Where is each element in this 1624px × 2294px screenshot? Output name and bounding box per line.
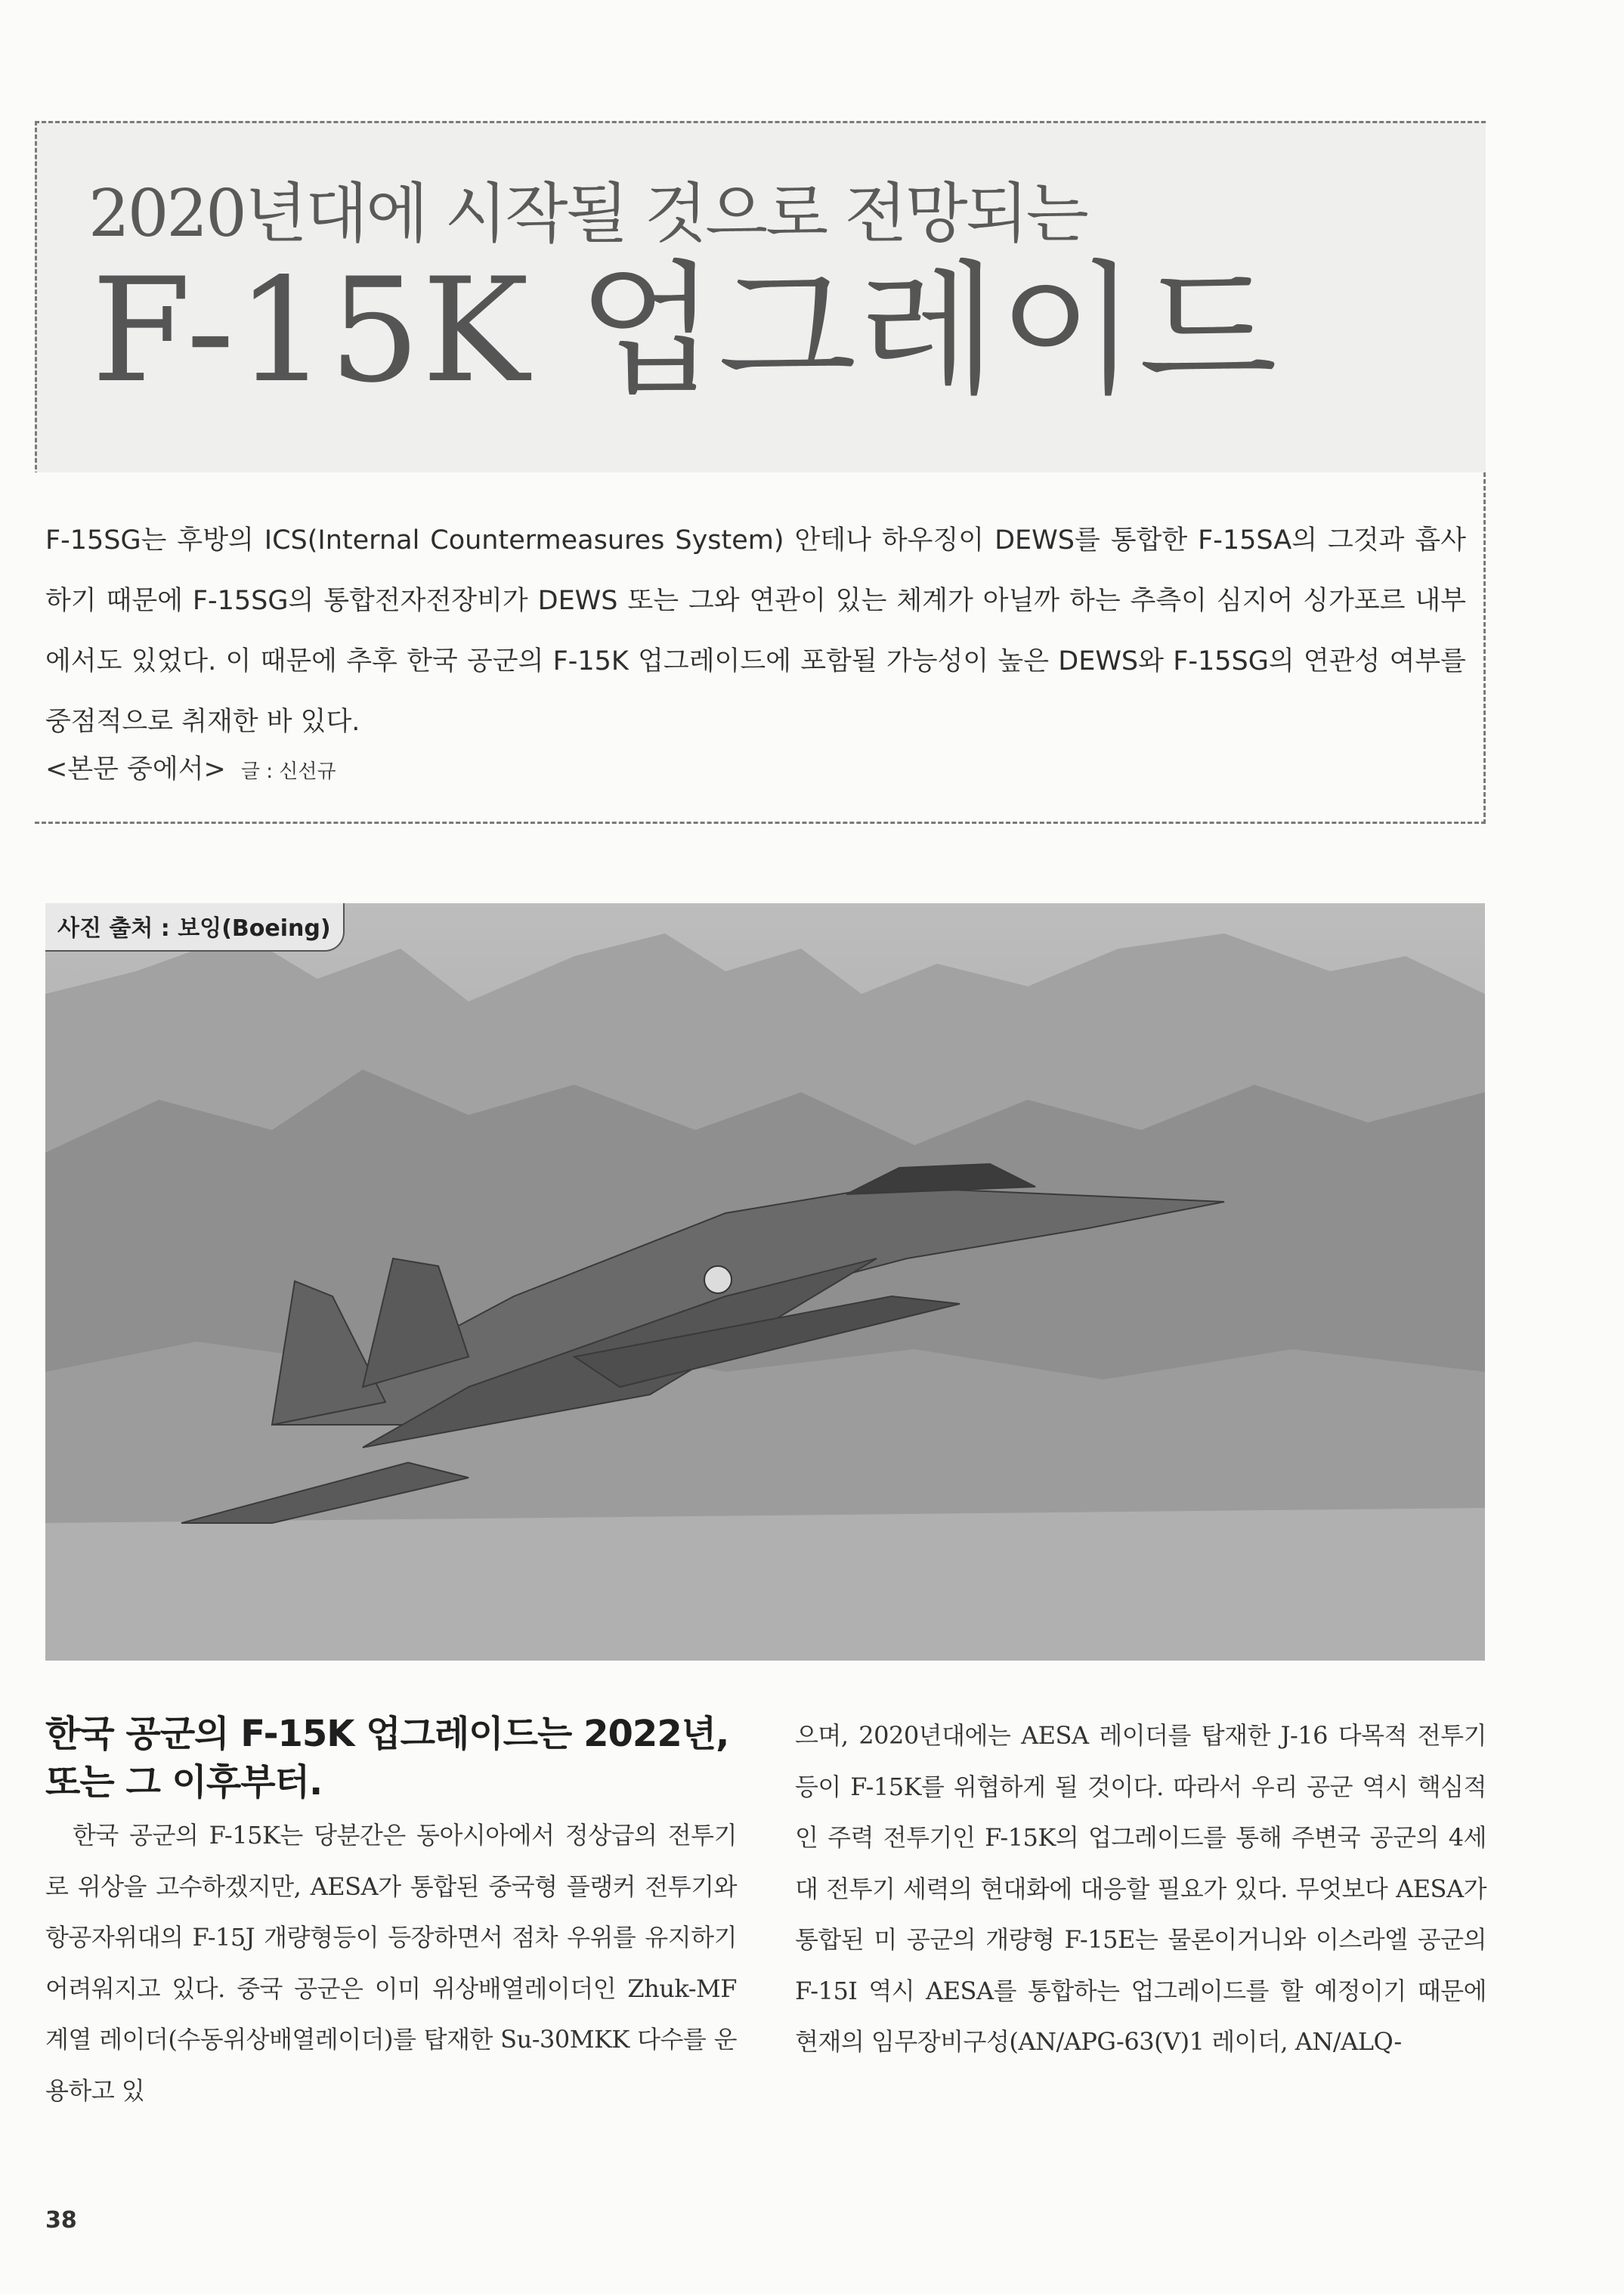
photo-credit: 사진 출처 : 보잉(Boeing)	[45, 903, 345, 952]
lead-source	[45, 748, 336, 786]
subtitle: 2020년대에 시작될 것으로 전망되는	[88, 176, 1087, 252]
lead-paragraph: F-15SG는 후방의 ICS(Internal Countermeasures System) 안테나 하우징이 DEWS를 통합한 F-15SA의 그것과 흡사하기 때문에 F-15SG의 통합전자전장비가 DEWS 또는 그와 연관이 있는 체계가 아닐까 하는 추측이 심지어 싱가포르 내부에서도 있었다. 이 때문에 추후 한국 공군의 F-15K 업그레이드에 포함될 가능성이 높은 DEWS와 F-15SG의 연관성 여부를 중점적으로 취재한 바 있다.	[45, 525, 1466, 737]
author-credit: 글 : 신선규	[240, 760, 336, 783]
photo-illustration	[45, 903, 1485, 1661]
ground-haze	[45, 1508, 1485, 1661]
article-column-left: 한국 공군의 F-15K는 당분간은 동아시아에서 정상급의 전투기로 위상을 고수하겠지만, AESA가 통합된 중국형 플랭커 전투기와 항공자위대의 F-15J 개량형등이 등장하면서 점차 우위를 유지하기 어려워지고 있다. 중국 공군은 이미 위상배열레이더인 Zhuk-MF 계열 레이더(수동위상배열레이더)를 탑재한 Su-30MKK 다수를 운용하고 있	[45, 1821, 737, 2105]
article-column-right: 으며, 2020년대에는 AESA 레이더를 탑재한 J-16 다목적 전투기등이 F-15K를 위협하게 될 것이다. 따라서 우리 공군 역시 핵심적인 주력 전투기인 F-15K의 업그레이드를 통해 주변국 공군의 4세대 전투기 세력의 현대화에 대응할 필요가 있다. 무엇보다 AESA가 통합된 미 공군의 개량형 F-15E는 물론이거니와 이스라엘 공군의 F-15I 역시 AESA를 통합하는 업그레이드를 할 예정이기 때문에 현재의 임무장비구성(AN/APG-63(V)1 레이더, AN/ALQ-	[795, 1721, 1486, 2056]
roundel	[704, 1266, 732, 1293]
lead-box	[35, 472, 1486, 824]
page-number: 38	[45, 2207, 77, 2234]
aircraft-photo	[45, 903, 1485, 1661]
source-label: <본문 중에서>	[45, 754, 226, 785]
page-title: F-15K 업그레이드	[91, 247, 1279, 414]
article-headline: 한국 공군의 F-15K 업그레이드는 2022년, 또는 그 이후부터.	[45, 1713, 729, 1803]
title-box	[35, 121, 1486, 476]
